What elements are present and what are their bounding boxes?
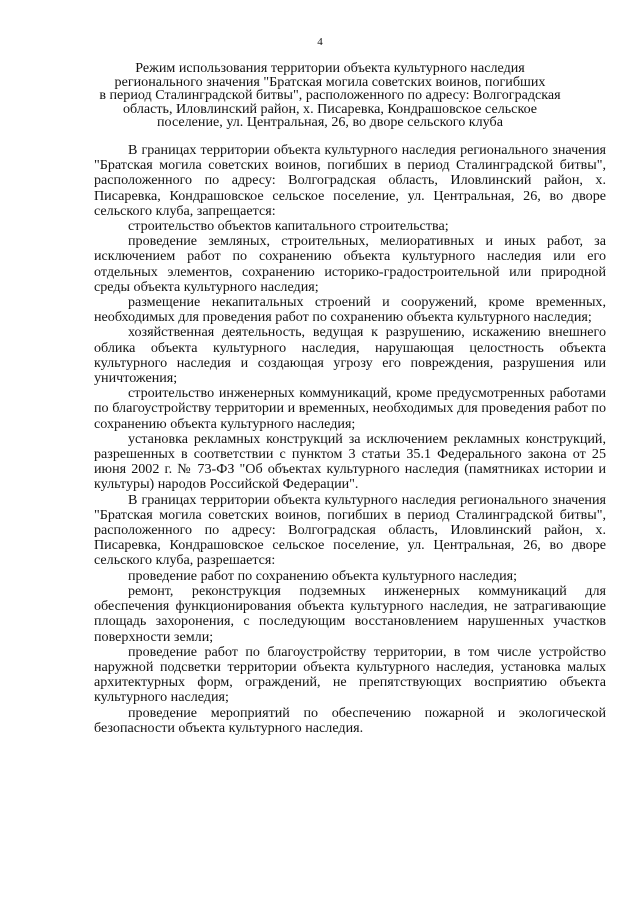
paragraph-item: размещение некапитальных строений и сооружений, кроме временных, необходимых для проведения работ по сохранению объекта культурного наследия; bbox=[94, 294, 606, 326]
paragraph-item: установка рекламных конструкций за исключением рекламных конструкций, разрешенных в соответствии с пунктом 3 статьи 35.1 Федерального закона от 25 июня 2002 г. № 73-ФЗ "Об объектах культурного наследия (памятниках истории и культуры) народов Российской Федерации". bbox=[94, 430, 606, 493]
paragraph-item: ремонт, реконструкция подземных инженерных коммуникаций для обеспечения функционирования объекта культурного наследия, не затрагивающие площадь захоронения, с последующим восстановлением нарушенных участков поверхности земли; bbox=[94, 582, 606, 645]
title-line: в период Сталинградской битвы", расположенного по адресу: Волгоградская bbox=[99, 87, 561, 104]
title-line: область, Иловлинский район, х. Писаревка, Кондрашовское сельское bbox=[122, 100, 538, 117]
paragraph-item: строительство объектов капитального строительства; bbox=[128, 218, 449, 235]
paragraph-item: хозяйственная деятельность, ведущая к разрушению, искажению внешнего облика объекта культурного наследия, нарушающая целостность объекта культурного наследия и создающая угрозу его повреждения, разрушения или уничтожения; bbox=[94, 324, 606, 387]
title-line: регионального значения "Братская могила советских воинов, погибших bbox=[114, 73, 546, 90]
document-body bbox=[94, 143, 606, 736]
page-number: 4 bbox=[317, 36, 323, 48]
title-line: Режим использования территории объекта культурного наследия bbox=[135, 60, 525, 76]
paragraph-item: проведение работ по благоустройству территории, в том числе устройство наружной подсветки территории объекта культурного наследия, установка малых архитектурных форм, ограждений, не препятствующих восприятию объекта культурного наследия; bbox=[94, 643, 606, 706]
paragraph-item: проведение работ по сохранению объекта культурного наследия; bbox=[128, 567, 518, 584]
paragraph-item: проведение мероприятий по обеспечению пожарной и экологической безопасности объекта культурного наследия. bbox=[94, 704, 606, 736]
document-title bbox=[60, 62, 600, 130]
paragraph-item: строительство инженерных коммуникаций, кроме предусмотренных работами по благоустройству территории и временных, необходимых для проведения работ по сохранению объекта культурного наследия; bbox=[94, 385, 606, 432]
paragraph-prohibitions-intro: В границах территории объекта культурного наследия регионального значения "Братская могила советских воинов, погибших в период Сталинградской битвы", расположенного по адресу: Волгоградская область, Иловлинский район, х. Писаревка, Кондрашовское сельское поселение, ул. Центральная, 26, во дворе сельского клуба, запрещается: bbox=[94, 142, 606, 219]
paragraph-item: проведение земляных, строительных, мелиоративных и иных работ, за исключением работ по сохранению объекта культурного наследия или его отдельных элементов, сохранению историко-градостроительной или природной среды объекта культурного наследия; bbox=[94, 233, 606, 295]
title-line: поселение, ул. Центральная, 26, во дворе сельского клуба bbox=[157, 114, 503, 131]
paragraph-permissions-intro: В границах территории объекта культурного наследия регионального значения "Братская могила советских воинов, погибших в период Сталинградской битвы", расположенного по адресу: Волгоградская область, Иловлинский район, х. Писаревка, Кондрашовское сельское поселение, ул. Центральная, 26, во дворе сельского клуба, разрешается: bbox=[94, 491, 606, 569]
